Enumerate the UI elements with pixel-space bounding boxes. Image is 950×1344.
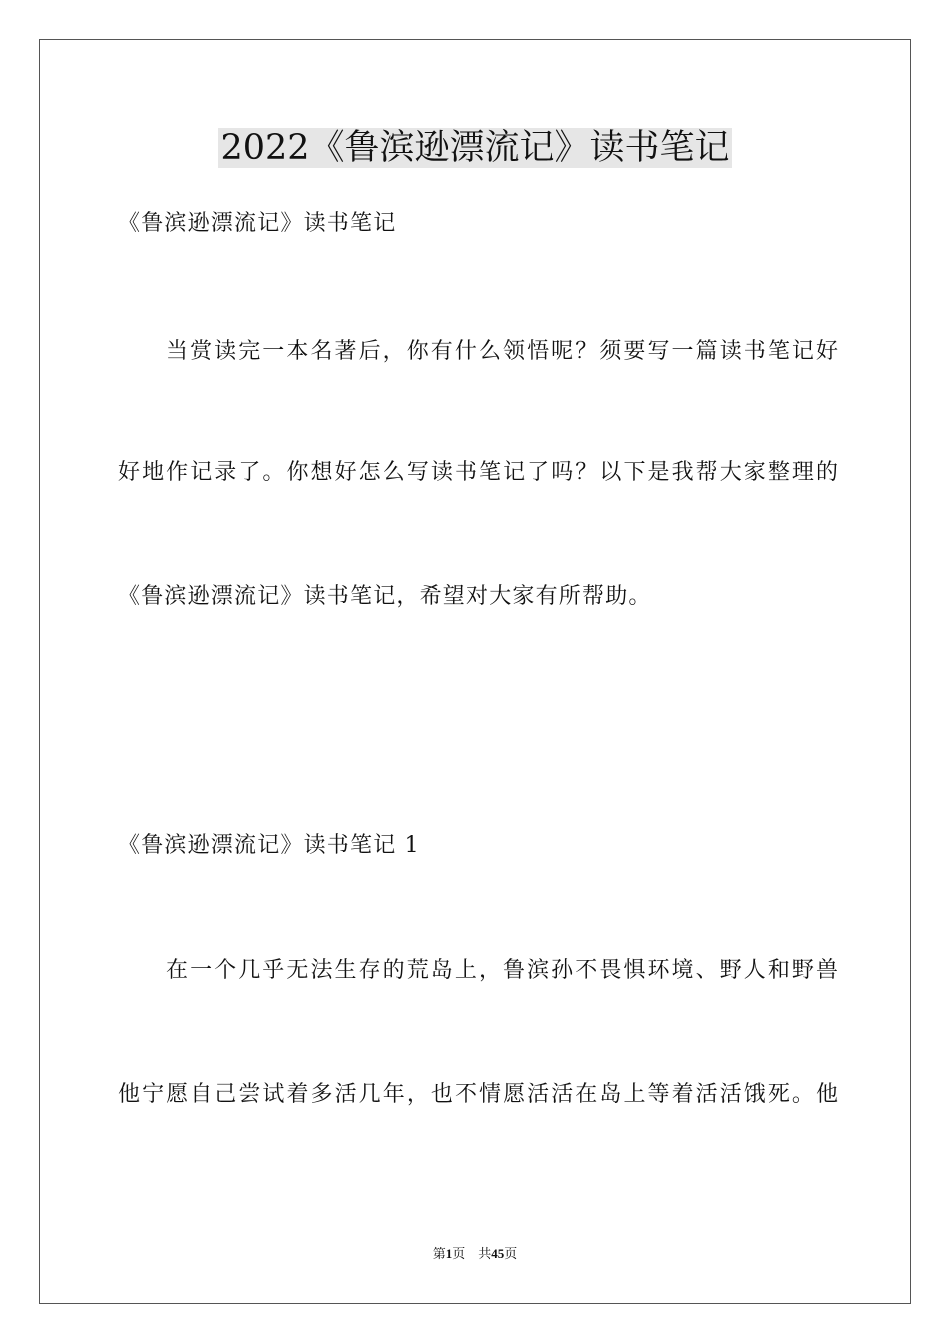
footer-prefix: 第 — [432, 1246, 446, 1261]
intro-line-2: 好地作记录了。你想好怎么写读书笔记了吗？以下是我帮大家整理的 — [118, 460, 838, 485]
intro-line-1: 当赏读完一本名著后，你有什么领悟呢？须要写一篇读书笔记好 — [166, 339, 838, 364]
footer-current-page: 1 — [445, 1246, 453, 1261]
footer-total-pages: 45 — [491, 1246, 505, 1261]
body-line-1: 在一个几乎无法生存的荒岛上，鲁滨孙不畏惧环境、野人和野兽 — [166, 958, 838, 983]
section-heading: 《鲁滨逊漂流记》读书笔记 1 — [118, 833, 420, 858]
document-subtitle: 《鲁滨逊漂流记》读书笔记 — [118, 211, 397, 236]
document-title-text: 2022《鲁滨逊漂流记》读书笔记 — [220, 128, 730, 168]
page-footer — [0, 1245, 950, 1263]
footer-suffix: 页 — [504, 1246, 518, 1261]
body-line-2: 他宁愿自己尝试着多活几年，也不情愿活活在岛上等着活活饿死。他 — [118, 1082, 838, 1107]
document-title — [0, 124, 950, 172]
footer-middle: 页 共 — [452, 1246, 492, 1261]
intro-line-3: 《鲁滨逊漂流记》读书笔记，希望对大家有所帮助。 — [118, 584, 652, 609]
